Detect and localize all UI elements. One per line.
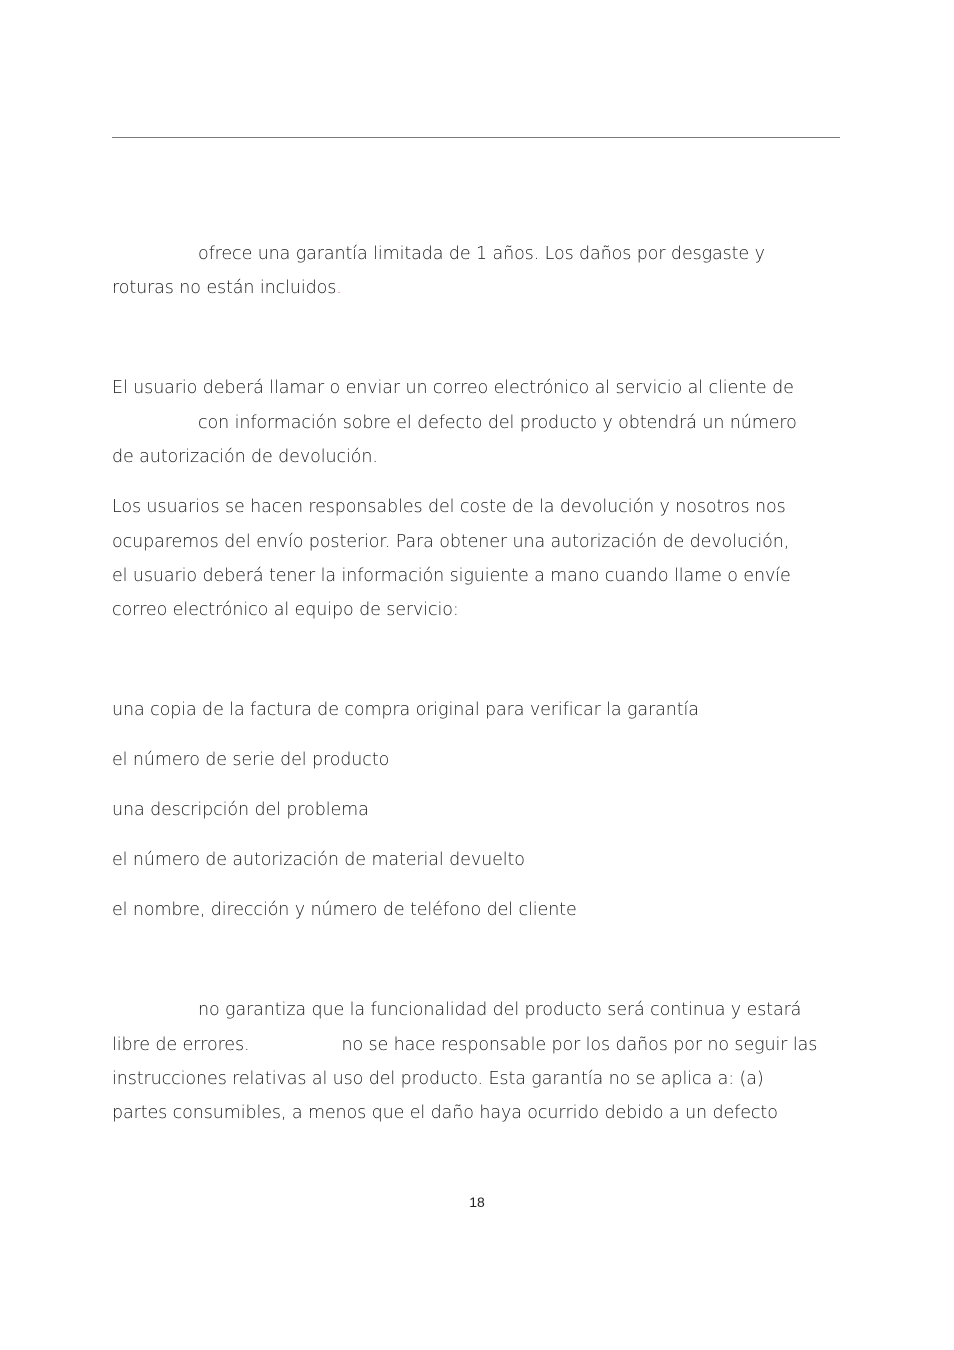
warranty-line-2-text: roturas no están incluidos (112, 278, 337, 298)
disclaimer-line-3: instrucciones relativas al uso del producto. Esta garantía no se aplica a: (a) (112, 1069, 764, 1089)
requirement-item: el nombre, dirección y número de teléfono del cliente (112, 900, 577, 920)
contact-line-3: de autorización de devolución. (112, 447, 378, 467)
header-rule (112, 137, 840, 138)
disclaimer-line-2b: no se hace responsable por los daños por no seguir las (341, 1035, 818, 1055)
requirement-item: una descripción del problema (112, 800, 369, 820)
responsibility-line-2: ocuparemos del envío posterior. Para obtener una autorización de devolución, (112, 532, 790, 552)
responsibility-line-3: el usuario deberá tener la información siguiente a mano cuando llame o envíe (112, 566, 791, 586)
disclaimer-line-4: partes consumibles, a menos que el daño haya ocurrido debido a un defecto (112, 1103, 778, 1123)
disclaimer-line-2a: libre de errores. (112, 1035, 250, 1055)
disclaimer-line-1: no garantiza que la funcionalidad del producto será continua y estará (198, 1000, 802, 1020)
warranty-line-2-period: . (336, 278, 342, 298)
requirement-item: el número de serie del producto (112, 750, 390, 770)
responsibility-line-1: Los usuarios se hacen responsables del coste de la devolución y nosotros nos (112, 497, 786, 517)
warranty-line-1: ofrece una garantía limitada de 1 años. Los daños por desgaste y (198, 244, 765, 264)
requirement-item: el número de autorización de material devuelto (112, 850, 525, 870)
disclaimer-line-2 (112, 1034, 817, 1056)
page-number: 18 (469, 1194, 485, 1210)
contact-line-1: El usuario deberá llamar o enviar un correo electrónico al servicio al cliente de (112, 378, 794, 398)
warranty-line-2 (112, 277, 342, 299)
contact-line-2: con información sobre el defecto del producto y obtendrá un número (198, 413, 797, 433)
responsibility-line-4: correo electrónico al equipo de servicio: (112, 600, 459, 620)
requirement-item: una copia de la factura de compra original para verificar la garantía (112, 700, 699, 720)
